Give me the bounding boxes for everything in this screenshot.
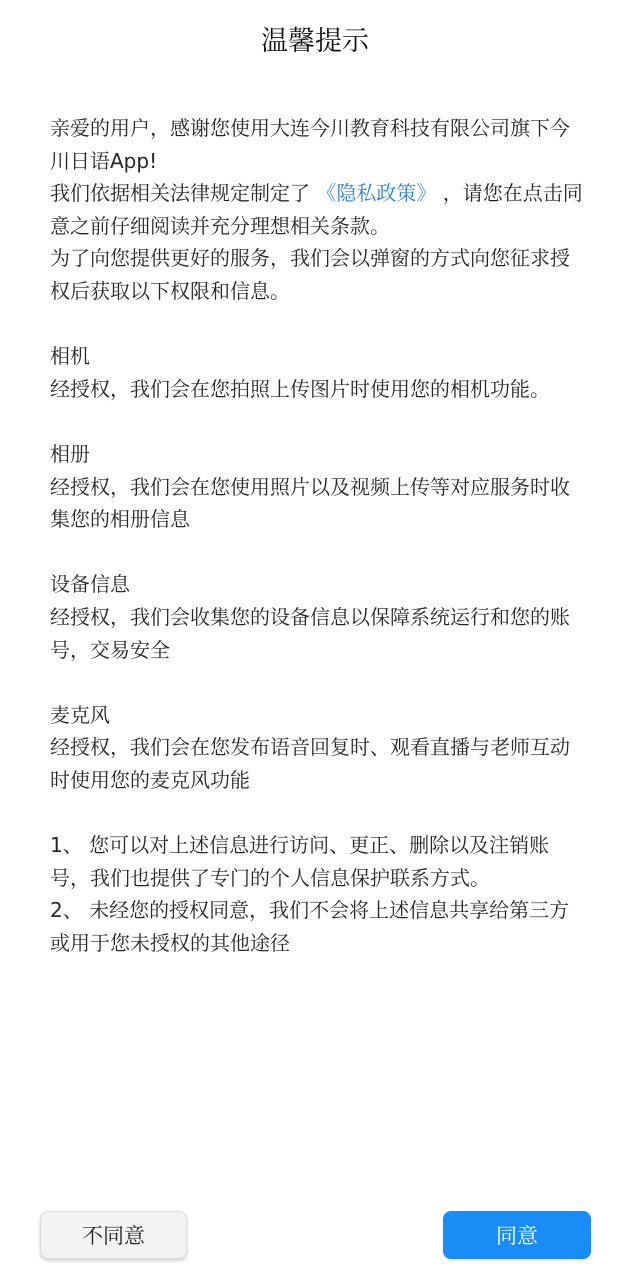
note-item-2: 2、 未经您的授权同意，我们不会将上述信息共享给第三方或用于您未授权的其他途径 <box>50 898 570 955</box>
permission-desc-device: 经授权，我们会收集您的设备信息以保障系统运行和您的账号，交易安全 <box>50 604 570 662</box>
policy-statement <box>50 177 585 242</box>
agree-button[interactable]: 同意 <box>443 1211 591 1259</box>
intro-permission-text: 为了向您提供更好的服务，我们会以弹窗的方式向您征求授权后获取以下权限和信息。 <box>50 246 570 303</box>
spacer <box>50 796 585 829</box>
policy-suffix: ，请您在点击同意之前仔细阅读并充分理想相关条款。 <box>50 181 583 238</box>
spacer <box>50 405 585 438</box>
permission-name-album: 相册 <box>50 441 90 466</box>
permission-name-microphone: 麦克风 <box>50 702 110 727</box>
policy-prefix: 我们依据相关法律规定制定了 <box>50 181 310 206</box>
privacy-policy-link[interactable]: 《隐私政策》 <box>316 181 437 206</box>
dialog-title: 温馨提示 <box>261 26 369 57</box>
note-item-1: 1、 您可以对上述信息进行访问、更正、删除以及注销账号，我们也提供了专门的个人信息保护联系方式。 <box>50 833 550 890</box>
spacer <box>50 666 585 699</box>
disagree-button[interactable]: 不同意 <box>40 1211 187 1259</box>
spacer <box>50 308 585 341</box>
permission-name-camera: 相机 <box>50 344 90 369</box>
spacer <box>50 536 585 569</box>
permission-desc-album: 经授权，我们会在您使用照片以及视频上传等对应服务时收集您的相册信息 <box>50 474 570 532</box>
intro-text: 亲爱的用户，感谢您使用大连今川教育科技有限公司旗下今川日语App! <box>50 116 570 173</box>
permission-desc-microphone: 经授权，我们会在您发布语音回复时、观看直播与老师互动时使用您的麦克风功能 <box>50 735 570 792</box>
permission-desc-camera: 经授权，我们会在您拍照上传图片时使用您的相机功能。 <box>50 376 550 401</box>
permission-name-device: 设备信息 <box>50 572 130 597</box>
privacy-content <box>50 112 585 959</box>
